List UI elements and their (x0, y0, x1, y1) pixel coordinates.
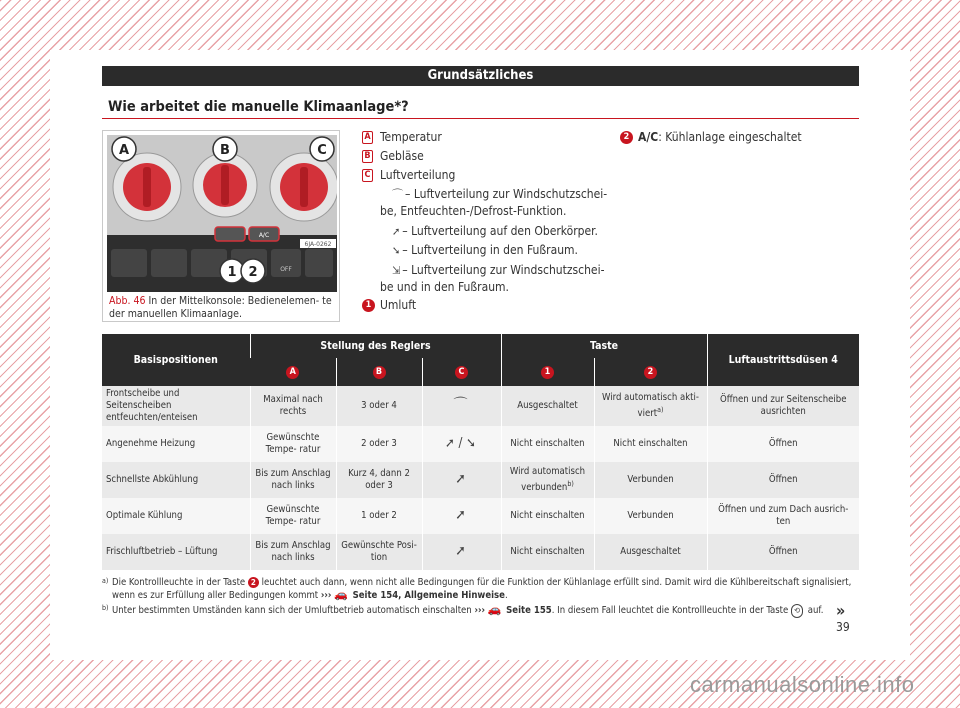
legend-c-text: Luftverteilung (380, 168, 456, 182)
page-number: 39 (836, 620, 850, 634)
section-title: Wie arbeitet die manuelle Klimaanlage*? (108, 99, 409, 115)
figure-caption (109, 295, 337, 321)
legend-c-item-footwell: ➘ – Luftverteilung in den Fußraum. (392, 243, 578, 257)
legend-1-mark: 1 (362, 299, 375, 312)
subheader-b: B (336, 358, 422, 386)
callout-a: A (118, 143, 130, 158)
windshield-icon: ⌒ (392, 188, 403, 201)
ac-button-label: A/C (258, 232, 270, 239)
subheader-a: A (250, 358, 336, 386)
legend-c-item-windshield-footwell: ⇲ – Luftverteilung zur Windschutzschei- be und in den Fußraum. (380, 263, 605, 294)
basis-positions-table (102, 334, 859, 570)
legend-1-text: Umluft (380, 298, 417, 312)
figure-climate-panel (102, 130, 340, 322)
footwell-icon: ➘ (392, 244, 401, 257)
legend-c-item-upper-body: ➚ – Luftverteilung auf den Oberkörper. (392, 224, 598, 238)
watermark: carmanualsonline.info (690, 672, 915, 697)
legend-column-2 (620, 128, 860, 150)
figure-caption-label: Abb. 46 (109, 295, 146, 307)
image-code: 6JA-0262 (304, 241, 332, 248)
legend-b-mark: B (362, 150, 373, 163)
recirculation-icon: ⟲ (791, 604, 803, 618)
legend-c-item-windshield: ⌒ – Luftverteilung zur Windschutzschei- be, Entfeuchten-/Defrost-Funktion. (380, 187, 608, 218)
car-reference-icon: 🚗 (334, 588, 348, 601)
table-row: Optimale Kühlung Gewünschte Tempe- ratur 1 oder 2 ➚ Nicht einschalten Verbunden Öffnen und zum Dach ausrich- ten (102, 498, 859, 534)
callout-b: B (220, 143, 230, 158)
legend-2-label: A/C (638, 130, 659, 144)
legend-a-text: Temperatur (380, 130, 442, 144)
continue-arrow: » (836, 601, 846, 620)
upper-body-icon: ➚ (392, 225, 401, 238)
windshield-footwell-icon: ⇲ (392, 264, 401, 277)
footnote-a-badge: 2 (248, 577, 259, 588)
legend-2-mark: 2 (620, 131, 633, 144)
upper-body-icon: ➚ (455, 471, 466, 487)
legend-a-mark: A (362, 131, 373, 144)
subheader-c: C (422, 358, 501, 386)
off-button-label: OFF (280, 266, 292, 273)
legend-2-text: A/C: Kühlanlage eingeschaltet (638, 130, 802, 144)
windshield-icon: ⌒ (453, 397, 468, 413)
col-header-regler: Stellung des Reglers (250, 334, 501, 358)
col-header-duesen: Luftaustrittsdüsen 4 (707, 334, 859, 386)
legend-c-mark: C (362, 169, 373, 182)
upper-body-or-footwell-icon: ➚ / ➘ (445, 435, 476, 451)
legend-b-text: Gebläse (380, 149, 424, 163)
upper-body-icon: ➚ (455, 507, 466, 523)
footnote-b: b) Unter bestimmten Umständen kann sich der Umluftbetrieb automatisch einschalten ››› 🚗 Seite 155. In diesem Fall leuchtet die Kontrollleuchte in der Taste ⟲ auf. (102, 603, 824, 616)
table-row: Schnellste Abkühlung Bis zum Anschlag nach links Kurz 4, dann 2 oder 3 ➚ Wird automatisch verbunden$^{b)}$ Verbunden Öffnen (102, 462, 859, 498)
footnote-a-page-link[interactable]: Seite 154, Allgemeine Hinweise (352, 590, 505, 601)
callout-2: 2 (248, 265, 258, 280)
upper-body-icon: ➚ (455, 543, 466, 559)
footnote-b-page-link[interactable]: Seite 155 (506, 605, 552, 616)
climate-panel-illustration (107, 135, 337, 292)
figure-caption-text: In der Mittelkonsole: Bedienelemen- te der manuellen Klimaanlage. (109, 295, 332, 320)
title-divider (102, 118, 859, 119)
footnote-a: a) Die Kontrollleuchte in der Taste 2 leuchtet auch dann, wenn nicht alle Bedingungen für die Funktion der Kühlanlage erfüllt sind. Damit wird die Kühlbereitschaft signalisiert, wenn es zur Erfüllung aller Bedingungen kommt ››› 🚗 Seite 154, Allgemeine Hinweise. (102, 577, 852, 601)
table-row: Angenehme Heizung Gewünschte Tempe- ratur 2 oder 3 ➚ / ➘ Nicht einschalten Nicht einschalten Öffnen (102, 426, 859, 462)
subheader-1: 1 (501, 358, 594, 386)
table-row: Frischluftbetrieb – Lüftung Bis zum Anschlag nach links Gewünschte Posi- tion ➚ Nicht einschalten Ausgeschaltet Öffnen (102, 534, 859, 570)
legend-column-1 (362, 128, 612, 318)
car-reference-icon: 🚗 (487, 603, 502, 616)
col-header-basis: Basispositionen (102, 334, 250, 386)
chapter-header: Grundsätzliches (102, 66, 859, 86)
table-row: Frontscheibe und Seitenscheiben entfeuchten/enteisen Maximal nach rechts 3 oder 4 ⌒ Ausgeschaltet Wird automatisch akti- viert$^{a)}$ Öffnen und zur Seitenscheibe ausrichten (102, 386, 859, 426)
col-header-taste: Taste (501, 334, 707, 358)
callout-c: C (317, 143, 327, 158)
callout-1: 1 (227, 265, 237, 280)
subheader-2: 2 (594, 358, 707, 386)
